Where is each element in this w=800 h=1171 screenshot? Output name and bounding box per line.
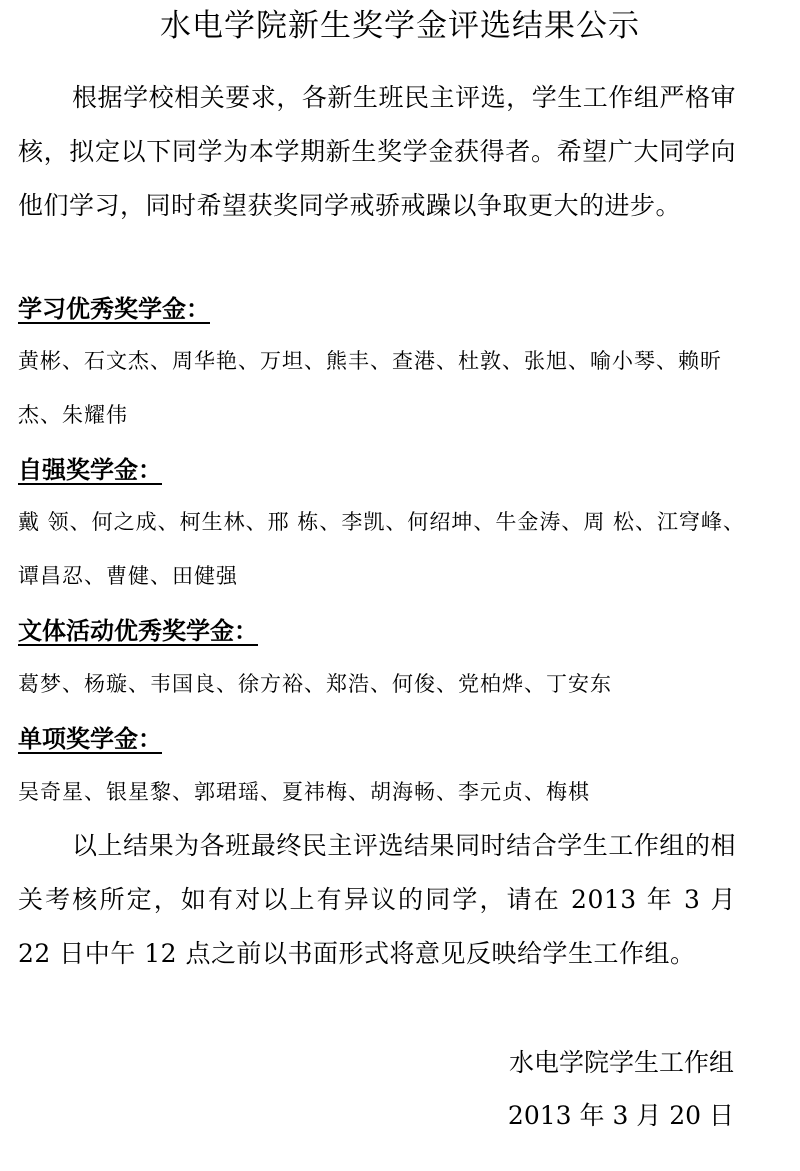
section-heading-self-reliance: 自强奖学金：	[18, 456, 162, 484]
intro-paragraph: 根据学校相关要求，各新生班民主评选，学生工作组严格审核，拟定以下同学为本学期新生奖学金获得者。希望广大同学向他们学习，同时希望获奖同学戒骄戒躁以争取更大的进步。	[18, 83, 736, 220]
award-names-self-reliance: 戴 领、何之成、柯生林、邢 栋、李凯、何绍坤、牛金涛、周 松、江穹峰、谭昌忍、曹健、田健强	[18, 510, 746, 588]
section-heading-arts-sports: 文体活动优秀奖学金：	[18, 617, 258, 645]
notice-title: 水电学院新生奖学金评选结果公示	[160, 8, 640, 44]
section-heading-single-item: 单项奖学金：	[18, 725, 162, 753]
award-names-academic: 黄彬、石文杰、周华艳、万坦、熊丰、查港、杜敦、张旭、喻小琴、赖昕杰、朱耀伟	[18, 349, 722, 427]
award-names-single-item: 吴奇星、银星黎、郭珺瑶、夏祎梅、胡海畅、李元贞、梅棋	[18, 780, 590, 804]
section-heading-academic: 学习优秀奖学金：	[18, 295, 210, 323]
signature-date: 2013 年 3 月 20 日	[507, 1101, 734, 1130]
signature-organization: 水电学院学生工作组	[508, 1048, 734, 1077]
award-names-arts-sports: 葛梦、杨璇、韦国良、徐方裕、郑浩、何俊、党柏烨、丁安东	[18, 672, 612, 696]
closing-paragraph: 以上结果为各班最终民主评选结果同时结合学生工作组的相关考核所定，如有对以上有异议的同学，请在 2013 年 3 月 22 日中午 12 点之前以书面形式将意见反映给学生工作组。	[18, 831, 736, 968]
